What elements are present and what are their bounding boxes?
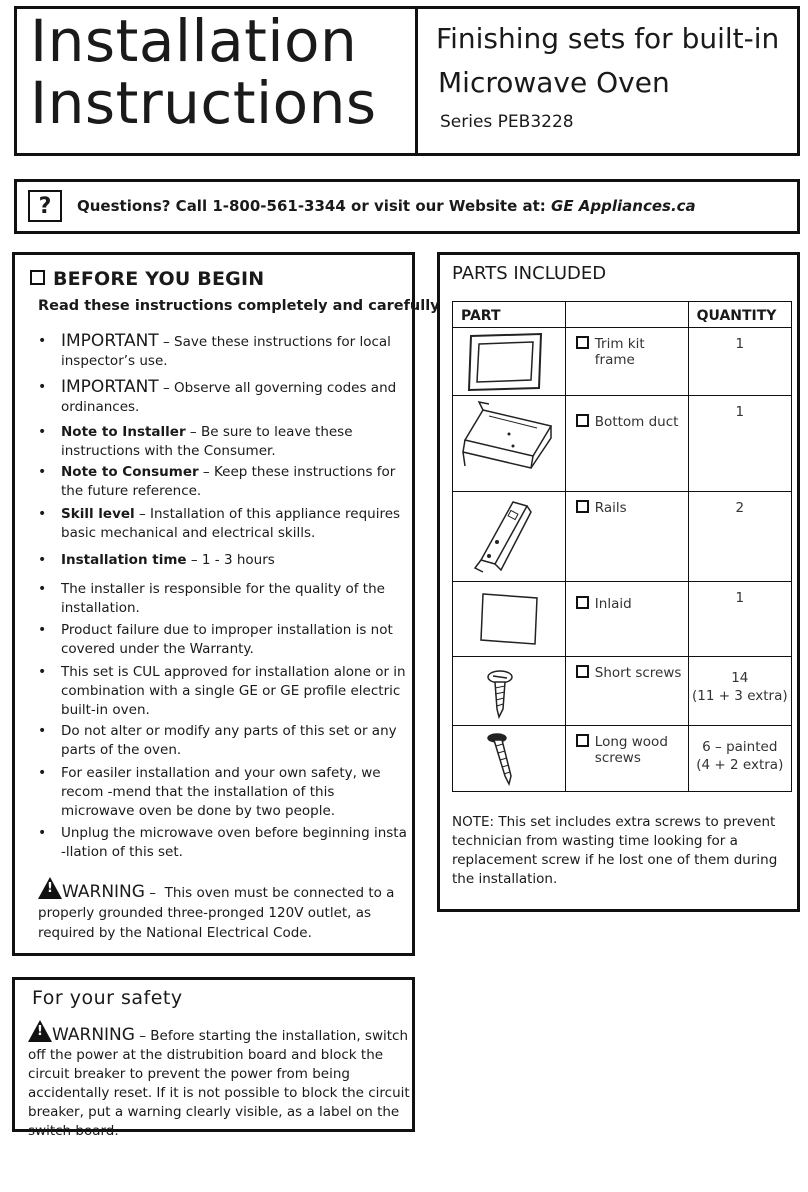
item-sep: – bbox=[134, 506, 150, 522]
questions-phone-text: Questions? Call 1-800-561-3344 or visit our Website at: bbox=[77, 197, 552, 215]
part-quantity-cell bbox=[688, 396, 791, 492]
header-divider bbox=[415, 6, 418, 156]
part-name-cell bbox=[565, 582, 688, 657]
table-row bbox=[453, 328, 792, 396]
list-item: • This set is CUL approved for installation alone or in combination with a single GE or GE profile electric built-in oven. bbox=[38, 663, 410, 720]
list-item bbox=[38, 378, 410, 417]
item-text: Observe all governing codes and ordinances. bbox=[61, 380, 397, 415]
table-row bbox=[453, 726, 792, 792]
series-label: Series PEB3228 bbox=[440, 112, 574, 132]
list-item bbox=[38, 332, 410, 371]
list-item bbox=[38, 463, 410, 501]
table-row bbox=[453, 582, 792, 657]
part-name-cell bbox=[565, 657, 688, 726]
item-text: Be sure to leave these instructions with the Consumer. bbox=[61, 424, 353, 459]
table-row bbox=[453, 657, 792, 726]
item-label: Note to Installer bbox=[61, 424, 186, 440]
subtitle-line-1: Finishing sets for built-in bbox=[436, 22, 780, 55]
subtitle-line-2: Microwave Oven bbox=[438, 66, 670, 99]
bottom-duct-icon bbox=[453, 396, 563, 490]
item-sep: – bbox=[198, 464, 214, 480]
checkbox-icon[interactable] bbox=[576, 596, 589, 609]
part-name-cell bbox=[565, 492, 688, 582]
questions-text bbox=[77, 197, 696, 215]
item-text: Save these instructions for local inspector’s use. bbox=[61, 334, 391, 369]
title-line-2: Instructions bbox=[30, 69, 377, 137]
long-wood-screw-icon bbox=[453, 726, 563, 790]
item-label: Installation time bbox=[61, 552, 187, 568]
table-row bbox=[453, 492, 792, 582]
item-label: IMPORTANT bbox=[61, 377, 159, 397]
col-empty-header bbox=[565, 302, 688, 328]
table-header-row bbox=[453, 302, 792, 328]
question-icon: ? bbox=[28, 190, 62, 222]
checkbox-icon[interactable] bbox=[576, 500, 589, 513]
part-image-cell bbox=[453, 328, 566, 396]
parts-note: NOTE: This set includes extra screws to prevent technician from wasting time looking for a replacement screw if he lost one of them during the installation. bbox=[452, 814, 778, 887]
part-quantity: 6 – painted bbox=[702, 739, 778, 755]
part-quantity: 2 bbox=[735, 500, 745, 516]
part-quantity: 1 bbox=[735, 336, 745, 352]
trim-kit-frame-icon bbox=[453, 328, 563, 394]
part-image-cell bbox=[453, 396, 566, 492]
short-screw-icon bbox=[453, 657, 563, 724]
part-name-cell bbox=[565, 396, 688, 492]
table-row bbox=[453, 396, 792, 492]
before-you-begin-title-text: BEFORE YOU BEGIN bbox=[53, 268, 265, 290]
checkbox-icon bbox=[30, 270, 45, 285]
part-quantity: 1 bbox=[735, 404, 745, 420]
inlaid-panel-icon bbox=[453, 582, 563, 655]
list-item: • Product failure due to improper installation is not covered under the Warranty. bbox=[38, 621, 410, 659]
part-name: Bottom duct bbox=[594, 414, 679, 430]
list-item: • For easiler installation and your own safety, we recom -mend that the installation of this microwave oven be done by two people. bbox=[38, 764, 410, 821]
item-label: Note to Consumer bbox=[61, 464, 199, 480]
grounding-warning: ! WARNING – This oven must be connected to a properly grounded three-pronged 120V outlet, as required by the National Electrical Code. bbox=[38, 877, 410, 943]
item-sep: – bbox=[158, 380, 175, 396]
rail-icon bbox=[453, 492, 563, 580]
safety-title: For your safety bbox=[32, 987, 183, 1009]
col-part-header: PART bbox=[453, 302, 566, 328]
item-sep: – bbox=[185, 424, 201, 440]
checkbox-icon[interactable] bbox=[576, 414, 589, 427]
part-quantity-cell bbox=[688, 492, 791, 582]
part-name: Long wood screws bbox=[594, 734, 668, 766]
part-image-cell bbox=[453, 492, 566, 582]
item-label: IMPORTANT bbox=[61, 331, 159, 351]
col-quantity-header: QUANTITY bbox=[688, 302, 791, 328]
website-link[interactable]: GE Appliances.ca bbox=[551, 197, 696, 215]
part-quantity-detail: (11 + 3 extra) bbox=[691, 688, 788, 704]
list-item: • Do not alter or modify any parts of this set or any parts of the oven. bbox=[38, 722, 410, 760]
list-item bbox=[38, 551, 410, 570]
list-item: • Unplug the microwave oven before beginning insta -llation of this set. bbox=[38, 824, 410, 862]
part-quantity-cell bbox=[688, 582, 791, 657]
list-item bbox=[38, 423, 388, 461]
warning-text: Before starting the installation, switch off the power at the distrubition board and block the circuit breaker to prevent the power from being accidentally reset. If it is not possible to block the circuit breaker, put a warning clearly visible, as a label on the switch board. bbox=[28, 1028, 410, 1139]
warning-label: WARNING bbox=[62, 882, 145, 902]
part-quantity-detail: (4 + 2 extra) bbox=[696, 757, 784, 773]
item-text: Keep these instructions for the future reference. bbox=[61, 464, 396, 499]
item-text: Installation of this appliance requires basic mechanical and electrical skills. bbox=[61, 506, 401, 541]
part-image-cell bbox=[453, 726, 566, 792]
part-quantity: 1 bbox=[735, 590, 745, 606]
list-item bbox=[38, 505, 410, 543]
part-quantity-cell bbox=[688, 657, 791, 726]
before-you-begin-subtitle: Read these instructions completely and carefully bbox=[38, 298, 440, 314]
warning-icon: ! bbox=[28, 1020, 52, 1042]
warning-text: This oven must be connected to a properly grounded three-pronged 120V outlet, as required by the National Electrical Code. bbox=[38, 885, 395, 941]
checkbox-icon[interactable] bbox=[576, 665, 589, 678]
warning-icon: ! bbox=[38, 877, 62, 899]
part-image-cell bbox=[453, 582, 566, 657]
part-name-cell bbox=[565, 328, 688, 396]
list-item: • The installer is responsible for the quality of the installation. bbox=[38, 580, 410, 618]
before-you-begin-title bbox=[30, 268, 264, 290]
part-name-cell bbox=[565, 726, 688, 792]
item-sep: – bbox=[186, 552, 202, 568]
safety-warning: ! WARNING – Before starting the installation, switch off the power at the distrubition board and block the circuit breaker to prevent the power from being accidentally reset. If it is not possible to block the circuit breaker, put a warning clearly visible, as a label on the switch board. bbox=[28, 1020, 410, 1141]
part-quantity-cell bbox=[688, 328, 791, 396]
part-name: Trim kit frame bbox=[594, 336, 645, 368]
item-label: Skill level bbox=[61, 506, 135, 522]
checkbox-icon[interactable] bbox=[576, 734, 589, 747]
warning-label: WARNING bbox=[52, 1025, 135, 1045]
part-image-cell bbox=[453, 657, 566, 726]
item-sep: – bbox=[158, 334, 175, 350]
item-text: 1 - 3 hours bbox=[201, 552, 275, 568]
part-quantity-cell bbox=[688, 726, 791, 792]
part-name: Rails bbox=[594, 500, 627, 516]
parts-table bbox=[452, 301, 792, 792]
part-quantity: 14 bbox=[731, 670, 749, 686]
parts-title: PARTS INCLUDED bbox=[452, 263, 607, 284]
part-name: Short screws bbox=[594, 665, 682, 681]
part-name: Inlaid bbox=[594, 596, 632, 612]
title-line-1: Installation bbox=[30, 7, 358, 75]
checkbox-icon[interactable] bbox=[576, 336, 589, 349]
document-title bbox=[30, 7, 377, 137]
